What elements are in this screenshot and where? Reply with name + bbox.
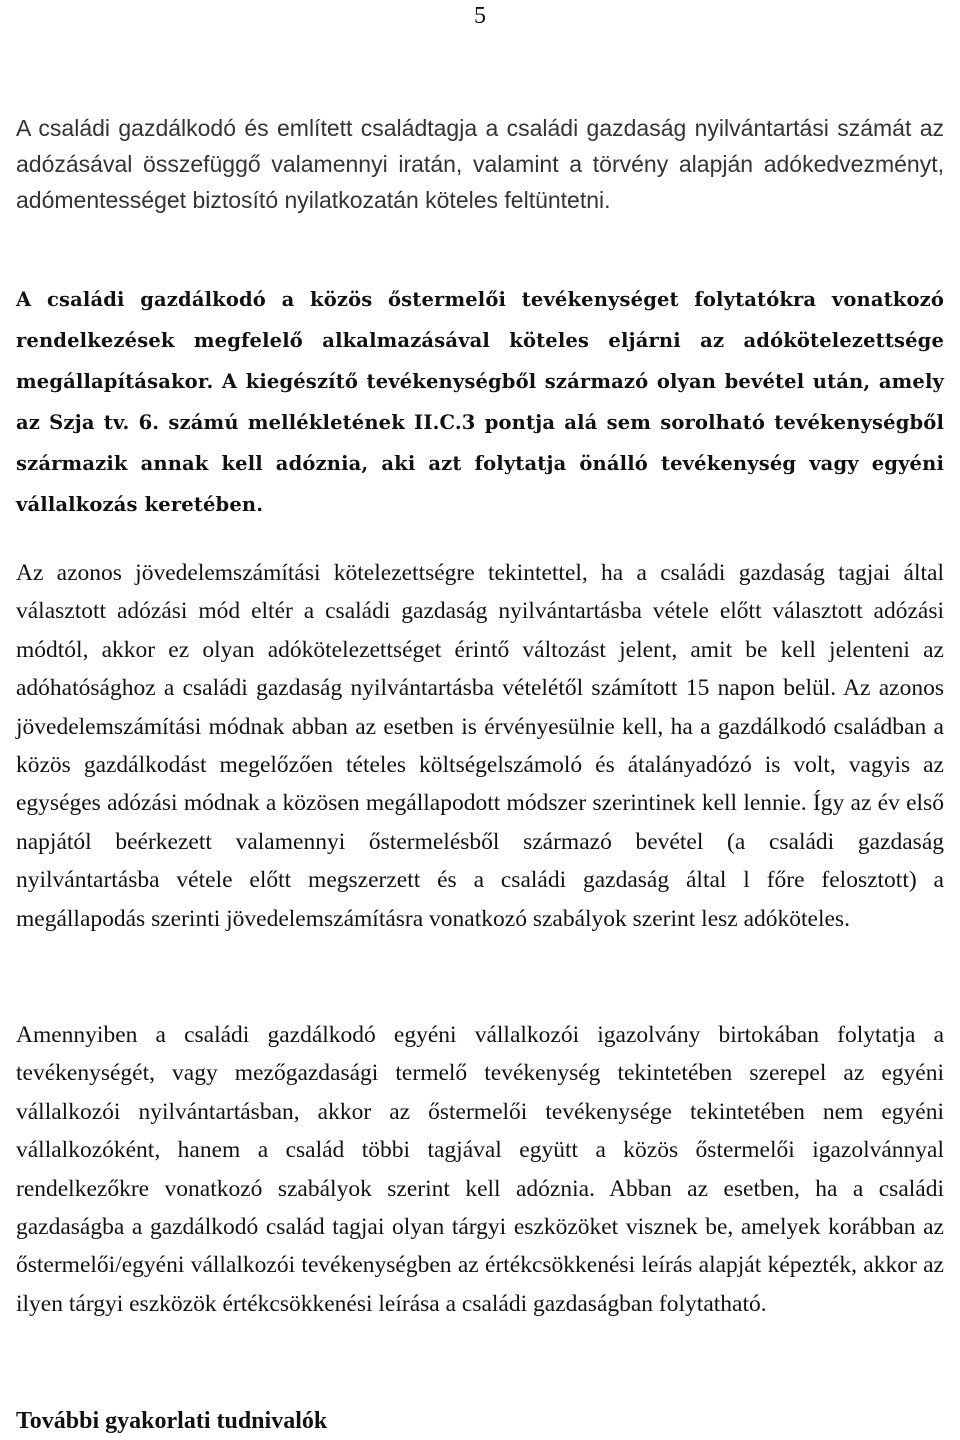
- paragraph-sole-trader-rules: Amennyiben a családi gazdálkodó egyéni vállalkozói igazolvány birtokában folytatja a tevékenységét, vagy mezőgazdasági termelő tevékenység tekintetében szerepel az egyéni vállalkozói nyilvántartásban, akkor az őstermelői tevékenysége tekintetében nem egyéni vállalkozóként, hanem a család többi tagjával együtt a közös őstermelői igazolvánnyal rendelkezőkre vonatkozó szabályok szerint kell adóznia. Abban az esetben, ha a családi gazdaságba a gazdálkodó család tagjai olyan tárgyi eszközöket visznek be, amelyek korábban az őstermelői/egyéni vállalkozói tevékenységben az értékcsökkenési leírás alapját képezték, akkor az ilyen tárgyi eszközök értékcsökkenési leírása a családi gazdaságban folytatható.: [16, 1022, 944, 1317]
- page-number: 5: [474, 3, 486, 29]
- section-heading: További gyakorlati tudnivalók: [16, 1408, 328, 1434]
- paragraph-income-calculation: Az azonos jövedelemszámítási kötelezettségre tekintettel, ha a családi gazdaság tagjai által választott adózási mód eltér a családi gazdaság nyilvántartásba vétele előtt választott adózási módtól, akkor ez olyan adókötelezettséget érintő változást jelent, amit be kell jelenteni az adóhatósághoz a családi gazdaság nyilvántartásba vételétől számított 15 napon belül. Az azonos jövedelemszámítási módnak abban az esetben is érvényesülnie kell, ha a gazdálkodó családban a közös gazdálkodást megelőzően tételes költségelszámoló és átalányadózó is volt, vagyis az egységes adózási módnak a közösen megállapodott módszer szerintinek kell lennie. Így az év első napjától beérkezett valamennyi őstermelésből származó bevétel (a családi gazdaság nyilvántartásba vétele előtt megszerzett és a családi gazdaság által l főre felosztott) a megállapodás szerinti jövedelemszámításra vonatkozó szabályok szerint lesz adóköteles.: [16, 560, 944, 932]
- paragraph-tax-number-notice: A családi gazdálkodó és említett családtagja a családi gazdaság nyilvántartási számát az adózásával összefüggő valamennyi iratán, valamint a törvény alapján adókedvezményt, adómentességet biztosító nyilatkozatán köteles feltüntetni.: [16, 115, 944, 213]
- paragraph-joint-producer-rules: A családi gazdálkodó a közös őstermelői tevékenységet folytatókra vonatkozó rendelkezések megfelelő alkalmazásával köteles eljárni az adókötelezettsége megállapításakor. A kiegészítő tevékenységből származó olyan bevétel után, amely az Szja tv. 6. számú mellékletének II.C.3 pontja alá sem sorolható tevékenységből származik annak kell adóznia, aki azt folytatja önálló tevékenység vagy egyéni vállalkozás keretében.: [16, 288, 944, 516]
